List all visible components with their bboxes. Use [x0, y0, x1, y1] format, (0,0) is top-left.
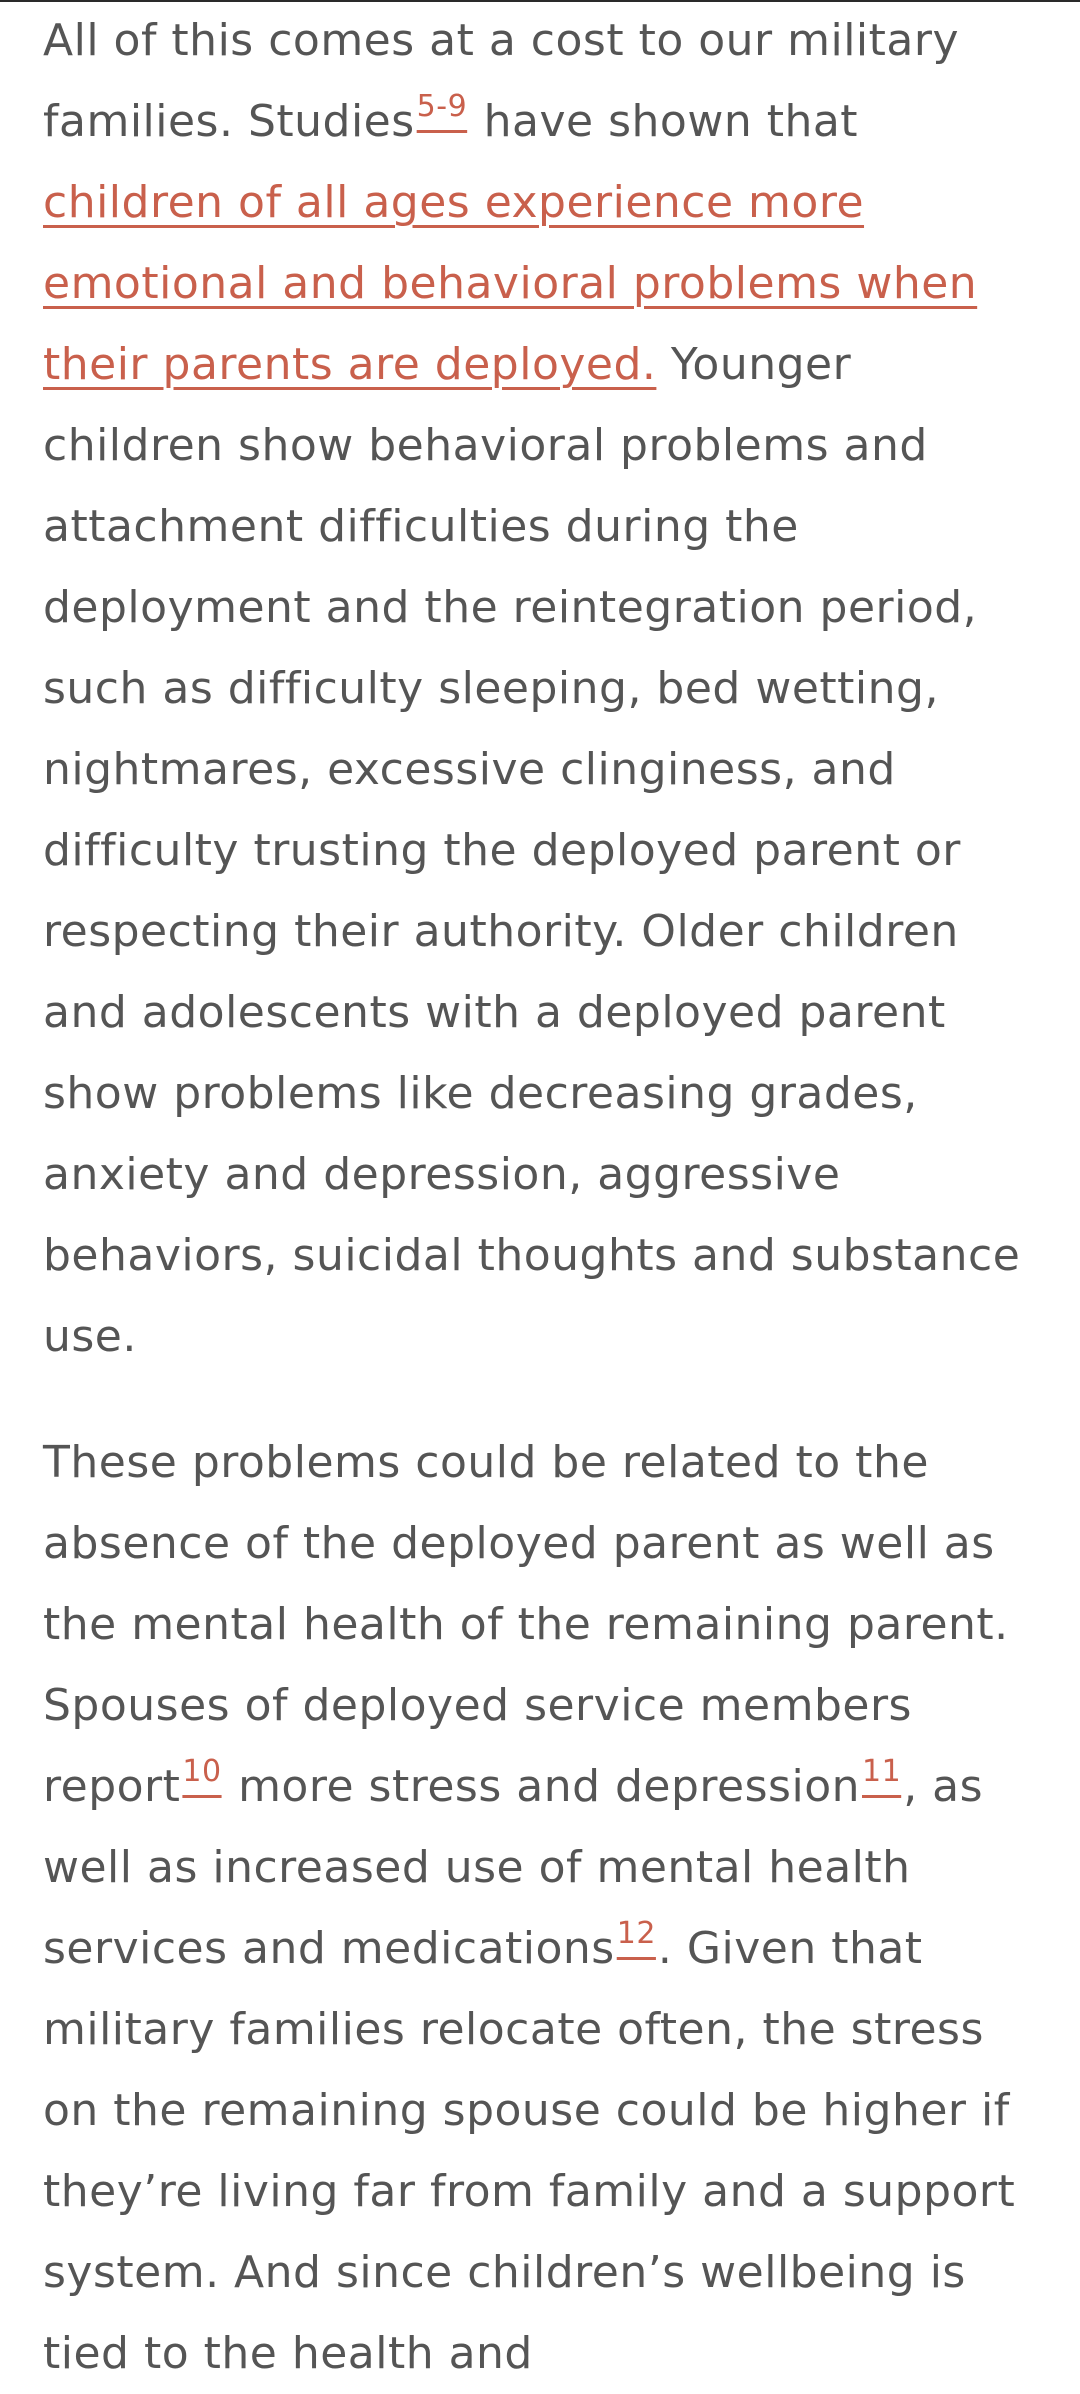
citation-link-12[interactable]: 12	[616, 1916, 656, 1951]
text-segment: have shown that	[469, 96, 859, 147]
text-segment: , as well as increased use of mental health services and medications	[43, 1761, 984, 1974]
text-segment: These problems could be related to the absence of the deployed parent as well as the mental health of the remaining parent. Spouses of deployed service members report	[43, 1437, 1009, 1812]
article-body	[43, 0, 1043, 2394]
citation-ref-5-9	[415, 89, 470, 124]
paragraph-remaining-parent	[43, 1422, 1043, 2394]
text-segment: All of this comes at a cost to our military families. Studies	[43, 15, 960, 147]
citation-link-10[interactable]: 10	[182, 1754, 222, 1789]
citation-ref-11	[860, 1754, 903, 1789]
text-segment: more stress and depression	[223, 1761, 860, 1812]
citation-link-11[interactable]: 11	[862, 1754, 902, 1789]
paragraph-military-families-cost	[43, 0, 1043, 1377]
citation-link-5-9[interactable]: 5-9	[416, 89, 468, 124]
inline-link-children-problems[interactable]: children of all ages experience more emotional and behavioral problems when their parents are deployed.	[43, 177, 978, 390]
text-segment: Younger children show behavioral problems and attachment difficulties during the deployment and the reintegration period, such as difficulty sleeping, bed wetting, nightmares, excessive clinginess, and difficulty trusting the deployed parent or respecting their authority. Older children and adolescents with a deployed parent show problems like decreasing grades, anxiety and depression, aggressive behaviors, suicidal thoughts and substance use.	[43, 339, 1021, 1362]
citation-ref-12	[615, 1916, 658, 1951]
citation-ref-10	[180, 1754, 223, 1789]
text-segment: . Given that military families relocate often, the stress on the remaining spouse could be higher if they’re living far from family and a support system. And since children’s wellbeing is tied to the health and	[43, 1923, 1016, 2379]
